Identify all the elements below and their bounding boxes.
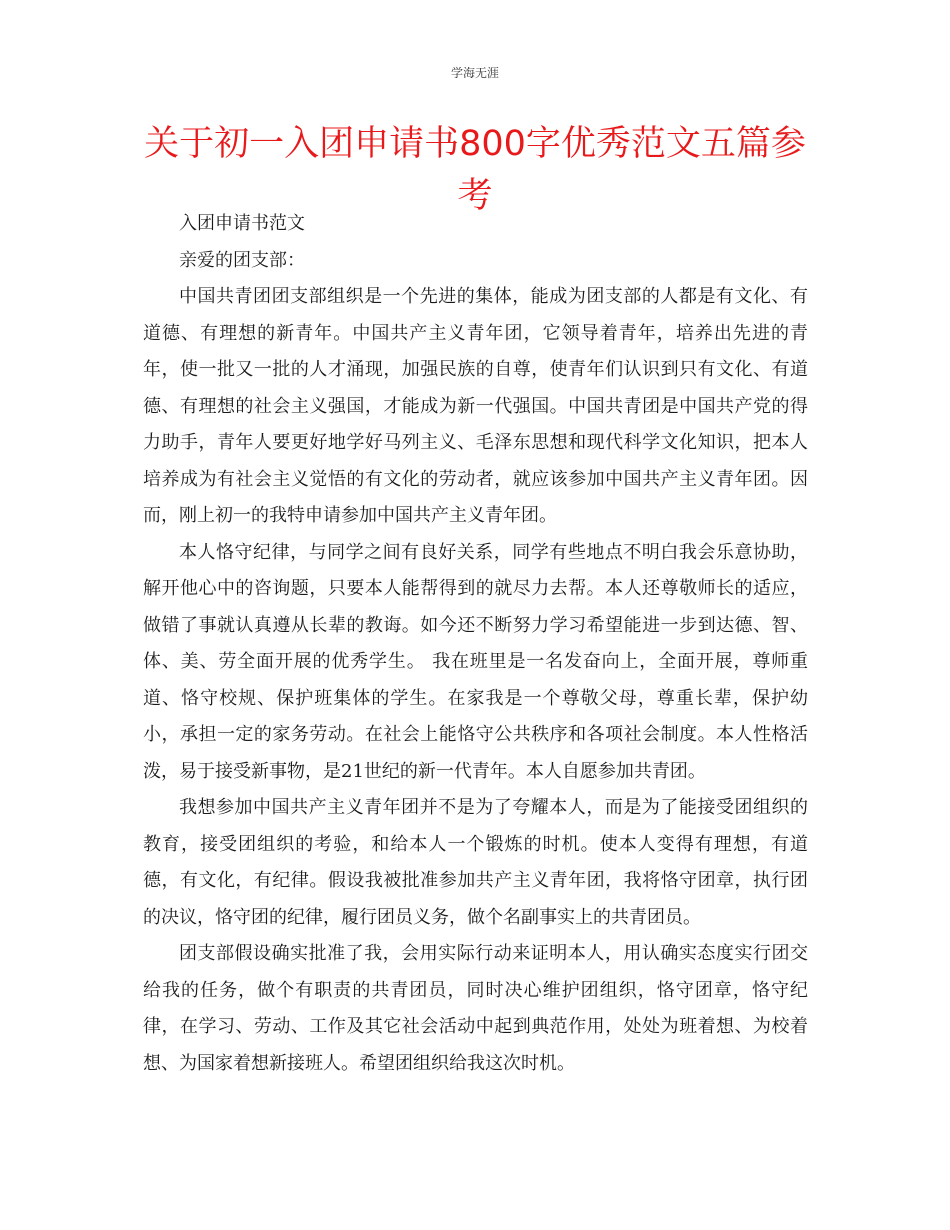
paragraph-3: 我想参加中国共产主义青年团并不是为了夸耀本人，而是为了能接受团组织的教育，接受团组织的考验，和给本人一个锻炼的时机。使本人变得有理想，有道德，有文化，有纪律。假设我被批准参加共产主义青年团，我将恪守团章，执行团的决议，恪守团的纪律，履行团员义务，做个名副事实上的共青团员。 xyxy=(143,797,808,928)
page-header: 学海无涯 xyxy=(450,66,499,80)
paragraph-4: 团支部假设确实批准了我，会用实际行动来证明本人，用认确实态度实行团交给我的任务，做个有职责的共青团员，同时决心维护团组织，恪守团章，恪守纪律，在学习、劳动、工作及其它社会活动中起到典范作用，处处为班着想、为校着想、为国家着想新接班人。希望团组织给我这次时机。 xyxy=(143,943,808,1074)
document-body xyxy=(143,206,808,1082)
salutation: 亲爱的团支部： xyxy=(179,249,305,271)
subtitle: 入团申请书范文 xyxy=(179,213,305,234)
paragraph-1: 中国共青团团支部组织是一个先进的集体，能成为团支部的人都是有文化、有道德、有理想的新青年。中国共产主义青年团，它领导着青年，培养出先进的青年，使一批又一批的人才涌现，加强民族的自尊，使青年们认识到只有文化、有道德、有理想的社会主义强国，才能成为新一代强国。中国共青团是中国共产党的得力助手，青年人要更好地学好马列主义、毛泽东思想和现代科学文化知识，把本人培养成为有社会主义觉悟的有文化的劳动者，就应该参加中国共产主义青年团。因而，刚上初一的我特申请参加中国共产主义青年团。 xyxy=(143,286,808,526)
paragraph-2: 本人恪守纪律，与同学之间有良好关系，同学有些地点不明白我会乐意协助，解开他心中的咨询题，只要本人能帮得到的就尽力去帮。本人还尊敬师长的适应，做错了事就认真遵从长辈的教诲。如今还不断努力学习希望能进一步到达德、智、体、美、劳全面开展的优秀学生。 我在班里是一名发奋向上，全面开展，尊师重道、恪守校规、保护班集体的学生。在家我是一个尊敬父母，尊重长辈，保护幼小，承担一定的家务劳动。在社会上能恪守公共秩序和各项社会制度。本人性格活泼，易于接受新事物，是21世纪的新一代青年。本人自愿参加共青团。 xyxy=(143,541,808,782)
document-title: 关于初一入团申请书800字优秀范文五篇参考 xyxy=(144,124,806,216)
